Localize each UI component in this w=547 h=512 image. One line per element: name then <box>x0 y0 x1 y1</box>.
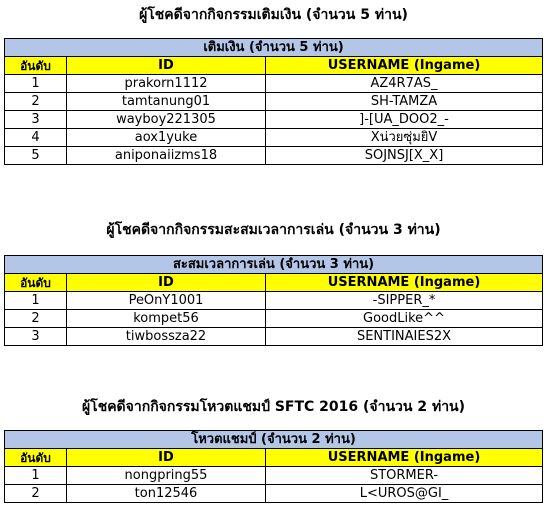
column-header-rank: อันดับ <box>5 274 67 292</box>
id-cell: tiwbossza22 <box>67 328 266 346</box>
winners-table-playtime <box>4 255 543 346</box>
winners-table-vote <box>4 430 543 503</box>
id-cell: prakorn1112 <box>67 75 266 93</box>
table-row <box>5 485 543 503</box>
id-cell: nongpring55 <box>67 467 266 485</box>
column-header-id: ID <box>67 57 266 75</box>
rank-cell: 2 <box>5 485 67 503</box>
table-title: เติมเงิน (จำนวน 5 ท่าน) <box>5 39 543 57</box>
column-header-username: USERNAME (Ingame) <box>266 449 543 467</box>
rank-cell: 5 <box>5 147 67 165</box>
rank-cell: 4 <box>5 129 67 147</box>
winners-table-topup <box>4 38 543 165</box>
section-heading-topup: ผู้โชคดีจากกิจกรรมเติมเงิน (จำนวน 5 ท่าน) <box>139 7 408 23</box>
id-cell: PeOnY1001 <box>67 292 266 310</box>
table-row <box>5 292 543 310</box>
username-cell: STORMER- <box>266 467 543 485</box>
id-cell: aniponaiizms18 <box>67 147 266 165</box>
table-row <box>5 328 543 346</box>
column-header-id: ID <box>67 449 266 467</box>
username-cell: ]-[UA_DOO2_- <box>266 111 543 129</box>
table-row <box>5 111 543 129</box>
id-cell: ton12546 <box>67 485 266 503</box>
username-cell: AZ4R7AS_ <box>266 75 543 93</box>
username-cell: GoodLike^^ <box>266 310 543 328</box>
rank-cell: 1 <box>5 75 67 93</box>
table-row <box>5 129 543 147</box>
id-cell: kompet56 <box>67 310 266 328</box>
column-header-rank: อันดับ <box>5 57 67 75</box>
rank-cell: 1 <box>5 467 67 485</box>
username-cell: SOJNSJ[X_X] <box>266 147 543 165</box>
table-row <box>5 75 543 93</box>
id-cell: wayboy221305 <box>67 111 266 129</box>
column-header-rank: อันดับ <box>5 449 67 467</box>
column-header-username: USERNAME (Ingame) <box>266 274 543 292</box>
section-heading-playtime: ผู้โชคดีจากกิจกรรมสะสมเวลาการเล่น (จำนวน 3 ท่าน) <box>106 222 441 238</box>
id-cell: tamtanung01 <box>67 93 266 111</box>
table-row <box>5 467 543 485</box>
section-heading-vote: ผู้โชคดีจากกิจกรรมโหวตแชมป์ SFTC 2016 (จำนวน 2 ท่าน) <box>81 399 466 415</box>
table-row <box>5 147 543 165</box>
rank-cell: 2 <box>5 93 67 111</box>
table-title: โหวตแชมป์ (จำนวน 2 ท่าน) <box>5 431 543 449</box>
username-cell: -SIPPER_* <box>266 292 543 310</box>
rank-cell: 3 <box>5 328 67 346</box>
column-header-username: USERNAME (Ingame) <box>266 57 543 75</box>
rank-cell: 2 <box>5 310 67 328</box>
rank-cell: 1 <box>5 292 67 310</box>
table-row <box>5 93 543 111</box>
rank-cell: 3 <box>5 111 67 129</box>
username-cell: SENTINAIES2X <box>266 328 543 346</box>
username-cell: Xน่วยซุ่มยิV <box>266 129 543 147</box>
column-header-id: ID <box>67 274 266 292</box>
table-title: สะสมเวลาการเล่น (จำนวน 3 ท่าน) <box>5 256 543 274</box>
table-row <box>5 310 543 328</box>
username-cell: SH-TAMZA <box>266 93 543 111</box>
id-cell: aox1yuke <box>67 129 266 147</box>
username-cell: L<UROS@GI_ <box>266 485 543 503</box>
